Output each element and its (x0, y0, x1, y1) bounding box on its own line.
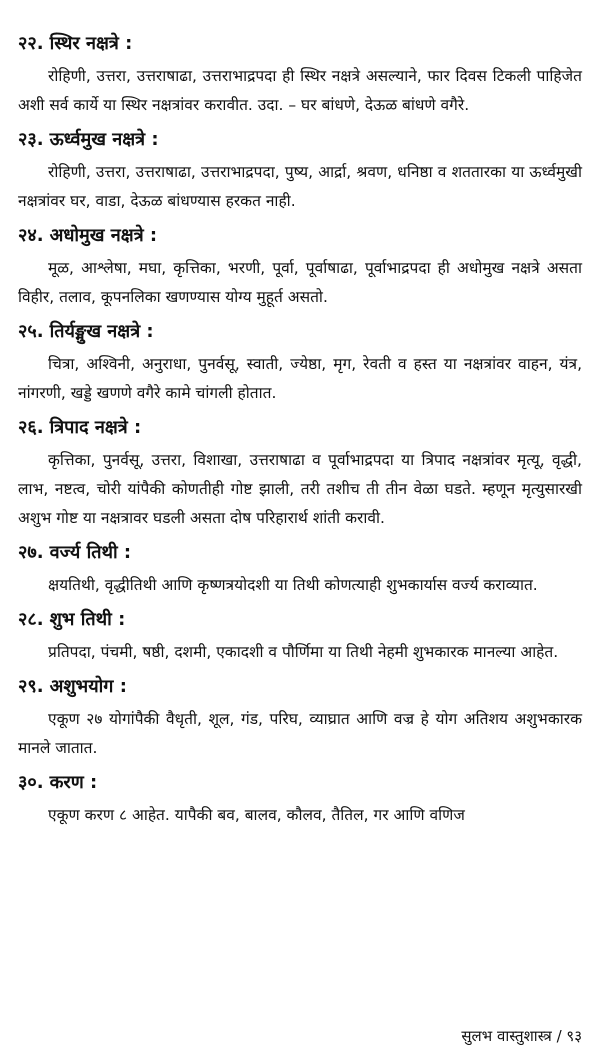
section-number: २७. (18, 542, 44, 563)
section-title: शुभ तिथी : (49, 609, 126, 630)
section-number: २९. (18, 676, 44, 697)
section-heading (18, 222, 582, 250)
page-footer: सुलभ वास्तुशास्त्र / ९३ (461, 1027, 582, 1045)
section-body: रोहिणी, उत्तरा, उत्तराषाढा, उत्तराभाद्रपदा, पुष्य, आर्द्रा, श्रवण, धनिष्ठा व शततारका या ऊर्ध्वमुखी नक्षत्रांवर घर, वाडा, देऊळ बांधण्यास हरकत नाही. (18, 163, 582, 210)
section-title: तिर्यङ्मुख नक्षत्रे : (49, 321, 154, 342)
section-27 (18, 539, 582, 600)
section-23 (18, 126, 582, 216)
section-30 (18, 769, 582, 830)
section-body: कृत्तिका, पुनर्वसू, उत्तरा, विशाखा, उत्तराषाढा व पूर्वाभाद्रपदा या त्रिपाद नक्षत्रांवर मृत्यू, वृद्धी, लाभ, नष्टत्व, चोरी यांपैकी कोणतीही गोष्ट झाली, तरी तशीच ती तीन वेळा घडते. म्हणून मृत्युसारखी अशुभ गोष्ट या नक्षत्रावर घडली असता दोष परिहारार्थ शांती करावी. (18, 451, 582, 527)
section-heading (18, 769, 582, 797)
section-number: २३. (18, 129, 44, 150)
section-heading (18, 606, 582, 634)
section-25 (18, 318, 582, 408)
section-number: २२. (18, 33, 44, 54)
section-heading (18, 318, 582, 346)
section-title: स्थिर नक्षत्रे : (49, 33, 133, 54)
section-number: २५. (18, 321, 44, 342)
section-body: रोहिणी, उत्तरा, उत्तराषाढा, उत्तराभाद्रपदा ही स्थिर नक्षत्रे असल्याने, फार दिवस टिकली पाहिजेत अशी सर्व कार्ये या स्थिर नक्षत्रांवर करावीत. उदा. – घर बांधणे, देऊळ बांधणे वगैरे. (18, 67, 582, 114)
section-22 (18, 30, 582, 120)
section-number: ३०. (18, 772, 44, 793)
section-28 (18, 606, 582, 667)
section-title: करण : (49, 772, 98, 793)
section-body: प्रतिपदा, पंचमी, षष्ठी, दशमी, एकादशी व पौर्णिमा या तिथी नेहमी शुभकारक मानल्या आहेत. (48, 643, 559, 661)
section-body: क्षयतिथी, वृद्धीतिथी आणि कृष्णत्रयोदशी या तिथी कोणत्याही शुभकार्यास वर्ज्य कराव्यात. (48, 576, 538, 594)
section-title: वर्ज्य तिथी : (49, 542, 132, 563)
section-body: एकूण २७ योगांपैकी वैधृती, शूल, गंड, परिघ, व्याघ्रात आणि वज्र हे योग अतिशय अशुभकारक मानले जातात. (18, 710, 582, 757)
section-body: चित्रा, अश्विनी, अनुराधा, पुनर्वसू, स्वाती, ज्येष्ठा, मृग, रेवती व हस्त या नक्षत्रांवर वाहन, यंत्र, नांगरणी, खड्डे खणणे वगैरे कामे चांगली होतात. (18, 355, 582, 402)
section-29 (18, 673, 582, 763)
section-26 (18, 414, 582, 533)
section-heading (18, 539, 582, 567)
section-heading (18, 414, 582, 442)
section-number: २८. (18, 609, 44, 630)
section-24 (18, 222, 582, 312)
section-title: ऊर्ध्वमुख नक्षत्रे : (49, 129, 159, 150)
section-body: एकूण करण ८ आहेत. यापैकी बव, बालव, कौलव, तैतिल, गर आणि वणिज (48, 806, 465, 824)
section-heading (18, 126, 582, 154)
section-title: अधोमुख नक्षत्रे : (49, 225, 158, 246)
section-body: मूळ, आश्लेषा, मघा, कृत्तिका, भरणी, पूर्वा, पूर्वाषाढा, पूर्वाभाद्रपदा ही अधोमुख नक्षत्रे असता विहीर, तलाव, कूपनलिका खणण्यास योग्य मुहूर्त असतो. (18, 259, 582, 306)
section-heading (18, 30, 582, 58)
section-title: त्रिपाद नक्षत्रे : (49, 417, 142, 438)
section-number: २६. (18, 417, 44, 438)
section-number: २४. (18, 225, 44, 246)
section-title: अशुभयोग : (49, 676, 127, 697)
section-heading (18, 673, 582, 701)
